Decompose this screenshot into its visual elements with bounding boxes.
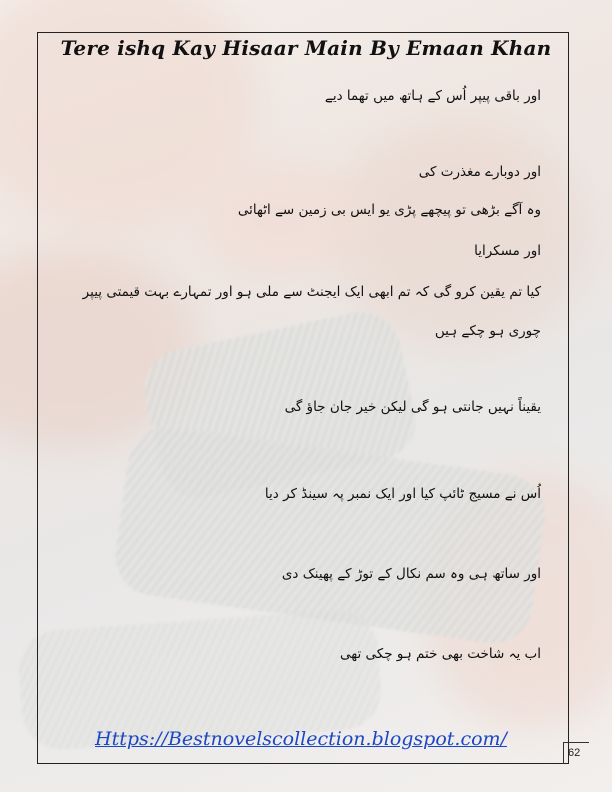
text-line: اب یہ شاخت بھی ختم ہو چکی تھی: [340, 646, 541, 662]
text-line: کیا تم یقین کرو گی کہ تم ابھی ایک ایجنٹ سے ملی ہو اور تمہارے بہت قیمتی پیپر: [82, 284, 541, 300]
text-line: اور مسکرایا: [474, 243, 541, 259]
text-line: چوری ہو چکے ہیں: [434, 323, 541, 339]
text-line: اور ساتھ ہی وہ سم نکال کے توڑ کے پھینک دی: [281, 566, 541, 582]
page-number: 62: [568, 747, 581, 759]
page-title: Tere ishq Kay Hisaar Main By Emaan Khan: [60, 36, 552, 60]
text-line: یقیناً نہیں جانتی ہو گی لیکن خیر جان جاؤ گی: [284, 399, 541, 415]
blog-link[interactable]: Https://Bestnovelscollection.blogspot.com/: [95, 728, 507, 750]
text-line: وہ آگے بڑھی تو پیچھے پڑی یو ایس بی زمین سے اٹھائی: [237, 202, 541, 218]
text-line: اور باقی پیپر اُس کے ہاتھ میں تھما دیے: [324, 88, 541, 104]
text-line: اور دوبارے مغذرت کی: [418, 164, 541, 180]
text-line: اُس نے مسیج ٹائپ کیا اور ایک نمبر پہ سینڈ کر دیا: [264, 486, 541, 502]
